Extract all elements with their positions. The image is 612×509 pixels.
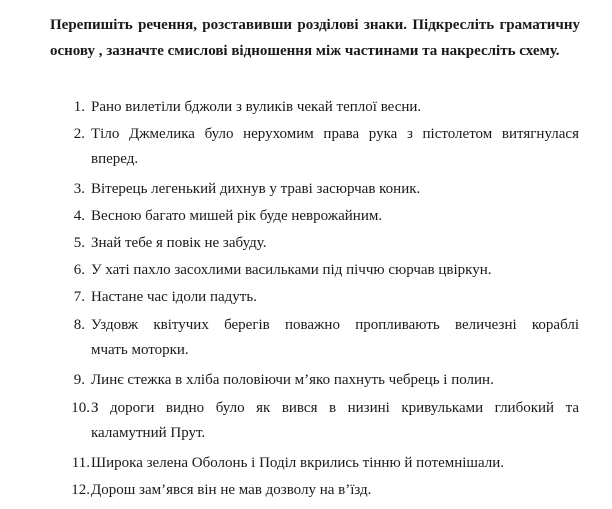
list-item [0,94,612,120]
item-number: 10. [71,400,90,416]
sentence-text: З дороги видно було як вився в низині кривульками глибокий та [91,400,579,416]
list-item [0,203,612,229]
item-number: 7. [73,289,85,305]
item-number: 8. [73,317,85,333]
item-number: 2. [73,126,85,142]
item-number: 9. [73,372,85,388]
sentence-text: Вітерець легенький дихнув у траві засюрчав коник. [91,181,421,197]
item-number: 1. [73,99,85,115]
list-item [0,450,612,476]
item-number: 3. [73,181,85,197]
task-instruction: Перепишіть речення, розставивши розділові знаки. Підкресліть граматичну основу , зазначте смислові відношення між частинами та накресліть схему. [50,17,580,59]
sentence-text: Уздовж квітучих берегів поважно пропливають величезні кораблі [91,317,579,333]
item-number: 12. [71,482,90,498]
sentence-continuation: мчать моторки. [91,342,189,358]
sentence-text: У хаті пахло засохлими васильками під піччю сюрчав цвіркун. [91,262,492,278]
list-item [0,284,612,310]
sentence-text: Линє стежка в хліба половіючи м’яко пахнуть чебрець і полин. [91,372,494,388]
sentence-text: Настане час ідоли падуть. [91,289,257,305]
sentence-continuation: каламутний Прут. [91,425,206,441]
list-item [0,367,612,393]
item-number: 4. [73,208,85,224]
list-item [0,477,612,503]
sentence-text: Тіло Джмелика було нерухомим права рука з пістолетом витягнулася [91,126,579,142]
list-item [0,257,612,283]
sentence-text: Рано вилетіли бджоли з вуликів чекай теплої весни. [91,99,422,115]
sentence-text: Весною багато мишей рік буде неврожайним. [91,208,383,224]
item-number: 5. [73,235,85,251]
sentence-text: Знай тебе я повік не забуду. [91,235,267,251]
list-item [0,230,612,256]
sentence-text: Широка зелена Оболонь і Поділ вкрились тінню й потемнішали. [91,455,505,471]
sentence-text: Дорош зам’явся він не мав дозволу на в’їзд. [91,482,372,498]
item-number: 6. [73,262,85,278]
list-item [0,121,612,167]
item-number: 11. [71,455,90,471]
list-item [0,395,612,441]
list-item [0,176,612,202]
list-item [0,312,612,358]
sentence-continuation: вперед. [91,151,139,167]
